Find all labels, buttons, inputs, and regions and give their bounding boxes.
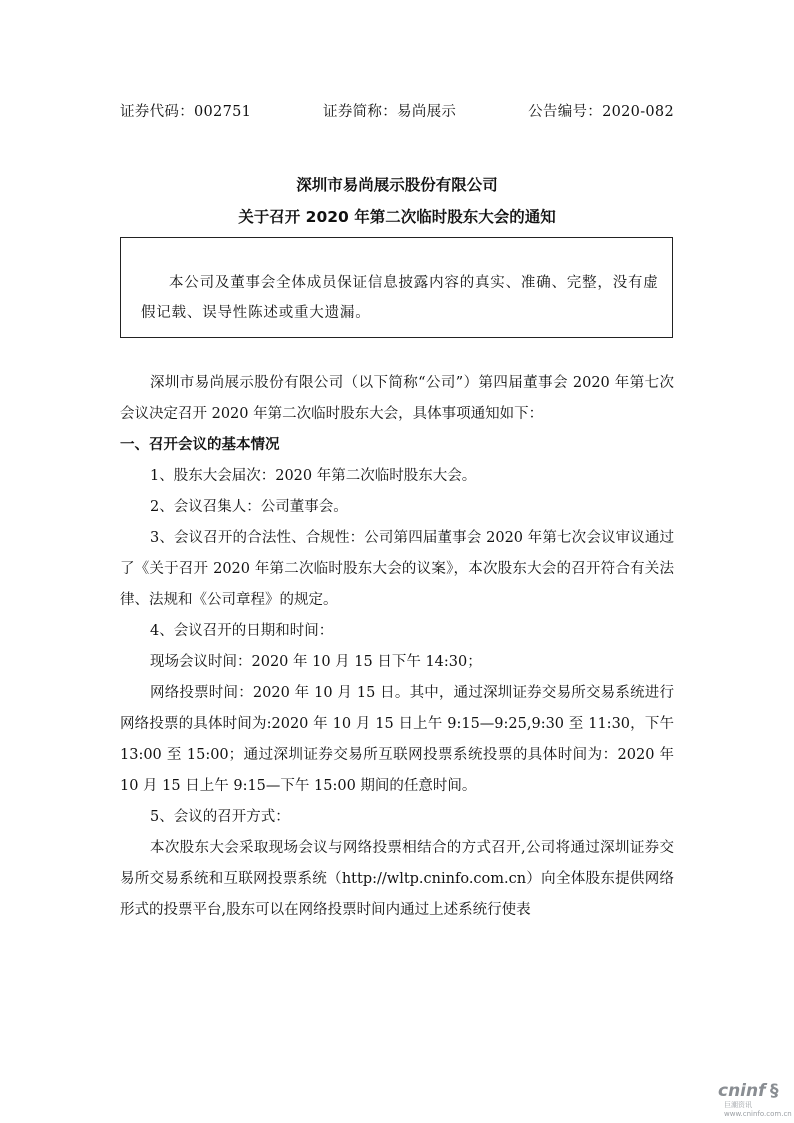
item-5-method-text: 本次股东大会采取现场会议与网络投票相结合的方式召开,公司将通过深圳证券交易所交易系统和互联网投票系统（http://wltp.cninfo.com.cn）向全体股东提供网络形式的投票平台,股东可以在网络投票时间内通过上述系统行使表 <box>120 840 674 918</box>
item-4-online-voting-time: 网络投票时间：2020 年 10 月 15 日。其中，通过深圳证券交易所交易系统进行网络投票的具体时间为:2020 年 10 月 15 日上午 9:15—9:25,9:30 至 11:30，下午 13:00 至 15:00；通过深圳证券交易所互联网投票系统投票的具体时间为：2020 年 10 月 15 日上午 9:15—下午 15:00 期间的任意时间。 <box>120 685 674 794</box>
cninfo-logo-word: cninf <box>718 1081 766 1101</box>
disclosure-line-2: 假记载、误导性陈述或重大遗漏。 <box>141 305 371 321</box>
item-3-legality: 3、会议召开的合法性、合规性：公司第四届董事会 2020 年第七次会议审议通过了《关于召开 2020 年第二次临时股东大会的议案》，本次股东大会的召开符合有关法律、法规和《公司章程》的规定。 <box>120 530 674 608</box>
item-1-session: 1、股东大会届次：2020 年第二次临时股东大会。 <box>150 468 477 484</box>
stock-abbreviation: 证券简称：易尚展示 <box>323 104 457 120</box>
cninfo-logo-subtitle: 巨潮资讯 www.cninfo.com.cn <box>724 1101 792 1118</box>
cninfo-logo <box>718 1081 792 1118</box>
item-4-onsite-time: 现场会议时间：2020 年 10 月 15 日下午 14:30； <box>150 654 482 670</box>
item-5-method: 5、会议的召开方式： <box>150 809 290 825</box>
company-name-title: 深圳市易尚展示股份有限公司 <box>296 176 498 194</box>
item-2-convener: 2、会议召集人：公司董事会。 <box>150 499 348 515</box>
notice-title: 关于召开 2020 年第二次临时股东大会的通知 <box>238 208 556 226</box>
intro-paragraph: 深圳市易尚展示股份有限公司（以下简称“公司”）第四届董事会 2020 年第七次会议决定召开 2020 年第二次临时股东大会，具体事项通知如下： <box>120 375 674 422</box>
cninfo-swirl-icon: § <box>770 1081 779 1101</box>
notice-number: 公告编号：2020-082 <box>528 104 674 120</box>
stock-code: 证券代码：002751 <box>120 104 252 120</box>
notice-body <box>120 368 674 926</box>
document-header <box>120 100 674 121</box>
section-heading-basic-info: 一、召开会议的基本情况 <box>120 437 280 453</box>
disclosure-statement-box <box>120 237 673 338</box>
item-4-date-time: 4、会议召开的日期和时间： <box>150 623 334 639</box>
disclosure-line-1: 本公司及董事会全体成员保证信息披露内容的真实、准确、完整，没有虚 <box>169 275 659 291</box>
